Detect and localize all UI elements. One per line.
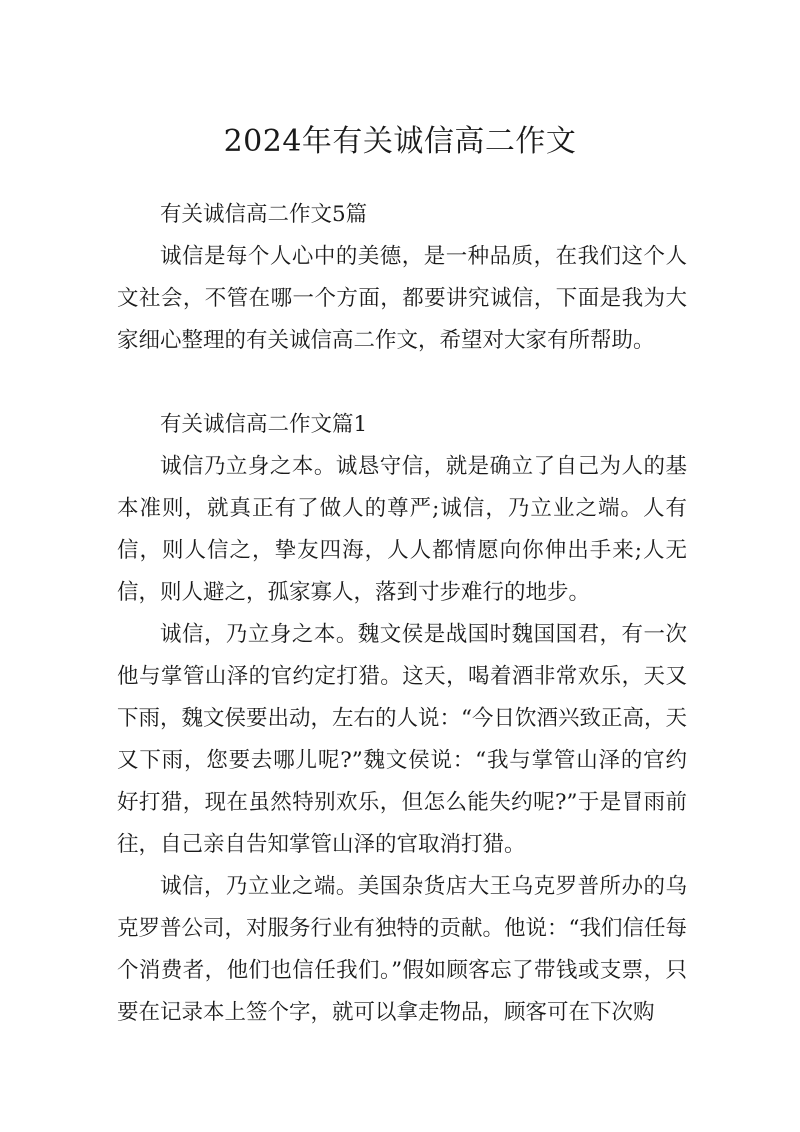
body-paragraph-1: 诚信乃立身之本。诚恳守信，就是确立了自己为人的基本准则，就真正有了做人的尊严;诚信，乃立业之端。人有信，则人信之，挚友四海，人人都情愿向你伸出手来;人无信，则人避之，孤家寡人，落到寸步难行的地步。 (117, 454, 687, 605)
body-paragraph-3: 诚信，乃立业之端。美国杂货店大王乌克罗普所办的乌克罗普公司，对服务行业有独特的贡献。他说：“我们信任每个消费者，他们也信任我们。”假如顾客忘了带钱或支票，只要在记录本上签个字，就可以拿走物品，顾客可在下次购 (117, 874, 687, 1025)
document-title: 2024年有关诚信高二作文 (223, 124, 577, 159)
document-subtitle: 有关诚信高二作文5篇 (160, 202, 368, 227)
intro-paragraph: 诚信是每个人心中的美德，是一种品质，在我们这个人文社会，不管在哪一个方面，都要讲究诚信，下面是我为大家细心整理的有关诚信高二作文，希望对大家有所帮助。 (117, 244, 687, 353)
body-paragraph-2: 诚信，乃立身之本。魏文侯是战国时魏国国君，有一次他与掌管山泽的官约定打猎。这天，喝着酒非常欢乐，天又下雨，魏文侯要出动，左右的人说：“今日饮酒兴致正高，天又下雨，您要去哪儿呢?”魏文侯说：“我与掌管山泽的官约好打猎，现在虽然特别欢乐，但怎么能失约呢?”于是冒雨前往，自己亲自告知掌管山泽的官取消打猎。 (117, 622, 687, 857)
blank-line (117, 362, 687, 404)
section-heading: 有关诚信高二作文篇1 (160, 412, 368, 437)
document-body (117, 194, 687, 1034)
